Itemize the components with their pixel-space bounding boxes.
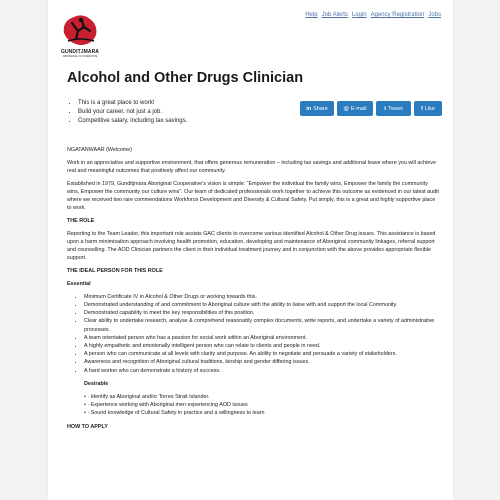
email-icon: @ — [343, 105, 349, 112]
perk-item: • Build your career, not just a job. — [78, 108, 187, 117]
desirable-list — [67, 393, 439, 418]
email-share-button[interactable] — [337, 101, 373, 116]
list-item: • A hard worker who can demonstrate a history of success. — [84, 367, 439, 375]
list-item: • · Sound knowledge of Cultural Safety in practice and a willingness to learn — [84, 409, 439, 417]
twitter-icon: t — [384, 105, 387, 112]
perk-item: • This is a great place to work! — [78, 99, 187, 108]
list-item: • A person who can communicate at all levels with clarity and purpose. An ability to negotiate and persuade a variety of stakeholders. — [84, 350, 439, 358]
perk-item: • Competitive salary, including tax savings. — [78, 117, 187, 126]
page-title: Alcohol and Other Drugs Clinician — [67, 70, 304, 86]
list-item: • Demonstrated understanding of and commitment to Aboriginal culture with the ability to liaise with and support the local Community. — [84, 301, 439, 309]
share-buttons — [300, 101, 442, 116]
desirable-heading: Desirable — [84, 380, 109, 387]
gunditjmara-logo[interactable] — [60, 11, 100, 57]
essential-heading: Essential — [67, 280, 91, 287]
like-label: Like — [424, 105, 435, 112]
how-to-apply-heading: HOW TO APPLY — [67, 423, 108, 430]
share-label: Share — [313, 105, 328, 112]
nav-login[interactable]: Login — [351, 12, 367, 18]
list-item: • · Identify as Aboriginal and/or Torres Strait Islander. — [84, 393, 439, 401]
email-label: E-mail — [350, 105, 367, 112]
nav-jobs[interactable]: Jobs — [428, 12, 441, 18]
tweet-label: Tweet — [388, 105, 403, 112]
welcome-heading: NGATANWAAR (Welcome) — [67, 147, 133, 153]
ideal-person-heading: THE IDEAL PERSON FOR THIS ROLE — [67, 267, 163, 274]
logo-emblem-icon — [60, 11, 100, 51]
top-nav — [305, 12, 441, 18]
nav-agency-registration[interactable]: Agency Registration — [370, 12, 425, 18]
linkedin-share-button[interactable] — [300, 101, 334, 116]
role-heading: THE ROLE — [67, 217, 95, 224]
logo-subtitle: ABORIGINAL CO-OPERATIVE — [62, 55, 98, 58]
role-paragraph: Reporting to the Team Leader, this important role assists GAC clients to overcome various identified Alcohol & Other Drug issues. This assistance is based upon a harm minimisation approach involving health promotion, education, developing and maintenance of Aboriginal community linkages, referral support and counselling. The AOD Clinician partners the client in their individual treatment journey and in conjunction with the above provides appropriate flexible support. — [67, 230, 436, 262]
about-paragraph: Established in 1979, Gunditjmara Aboriginal Cooperative’s vision is simple: “Empower the individual the family wins, Empower the family the community wins, Empower the community our culture wins”. Our team of dedicated professionals work together to achieve this outcome as evidenced in our latest audit where we received two rare commendations Workforce Development and Diversity & Cultural Safety. Put simply, this is a great and highly supportive place to work. — [67, 180, 439, 212]
page-container — [48, 0, 453, 500]
list-item: • Clear ability to undertake research, analyse & comprehend reasonably complex documents, write reports, and undertake a variety of administrative processes. — [84, 317, 439, 333]
logo-name: GUNDITJMARA — [60, 49, 100, 55]
tweet-button[interactable] — [376, 101, 411, 116]
list-item: • Demonstrated capability to meet the key responsibilities of this position. — [84, 309, 439, 317]
perks-list — [66, 99, 187, 126]
facebook-icon: f — [421, 105, 423, 112]
facebook-like-button[interactable] — [414, 101, 442, 116]
linkedin-icon: in — [306, 105, 312, 112]
list-item: • · Experience working with Aboriginal men experiencing AOD issues — [84, 401, 439, 409]
list-item: • Awareness and recognition of Aboriginal cultural traditions, kinship and gender differing issues. — [84, 358, 439, 366]
job-description — [67, 146, 439, 431]
list-item: • Minimum Certificate IV in Alcohol & Other Drugs or working towards this. — [84, 293, 439, 301]
list-item: • A highly empathetic and emotionally intelligent person who can relate to clients and people in need. — [84, 342, 439, 350]
nav-help[interactable]: Help — [305, 12, 318, 18]
list-item: • A team orientated person who has a passion for social work within an Aboriginal environment. — [84, 334, 439, 342]
essential-list — [67, 293, 439, 375]
intro-paragraph: Work in an appreciative and supportive environment, that offers generous remuneration – including tax savings and additional leave where you will achieve real and meaningful outcomes that positively affect our community. — [67, 159, 436, 174]
nav-job-alerts[interactable]: Job Alerts — [321, 12, 348, 18]
